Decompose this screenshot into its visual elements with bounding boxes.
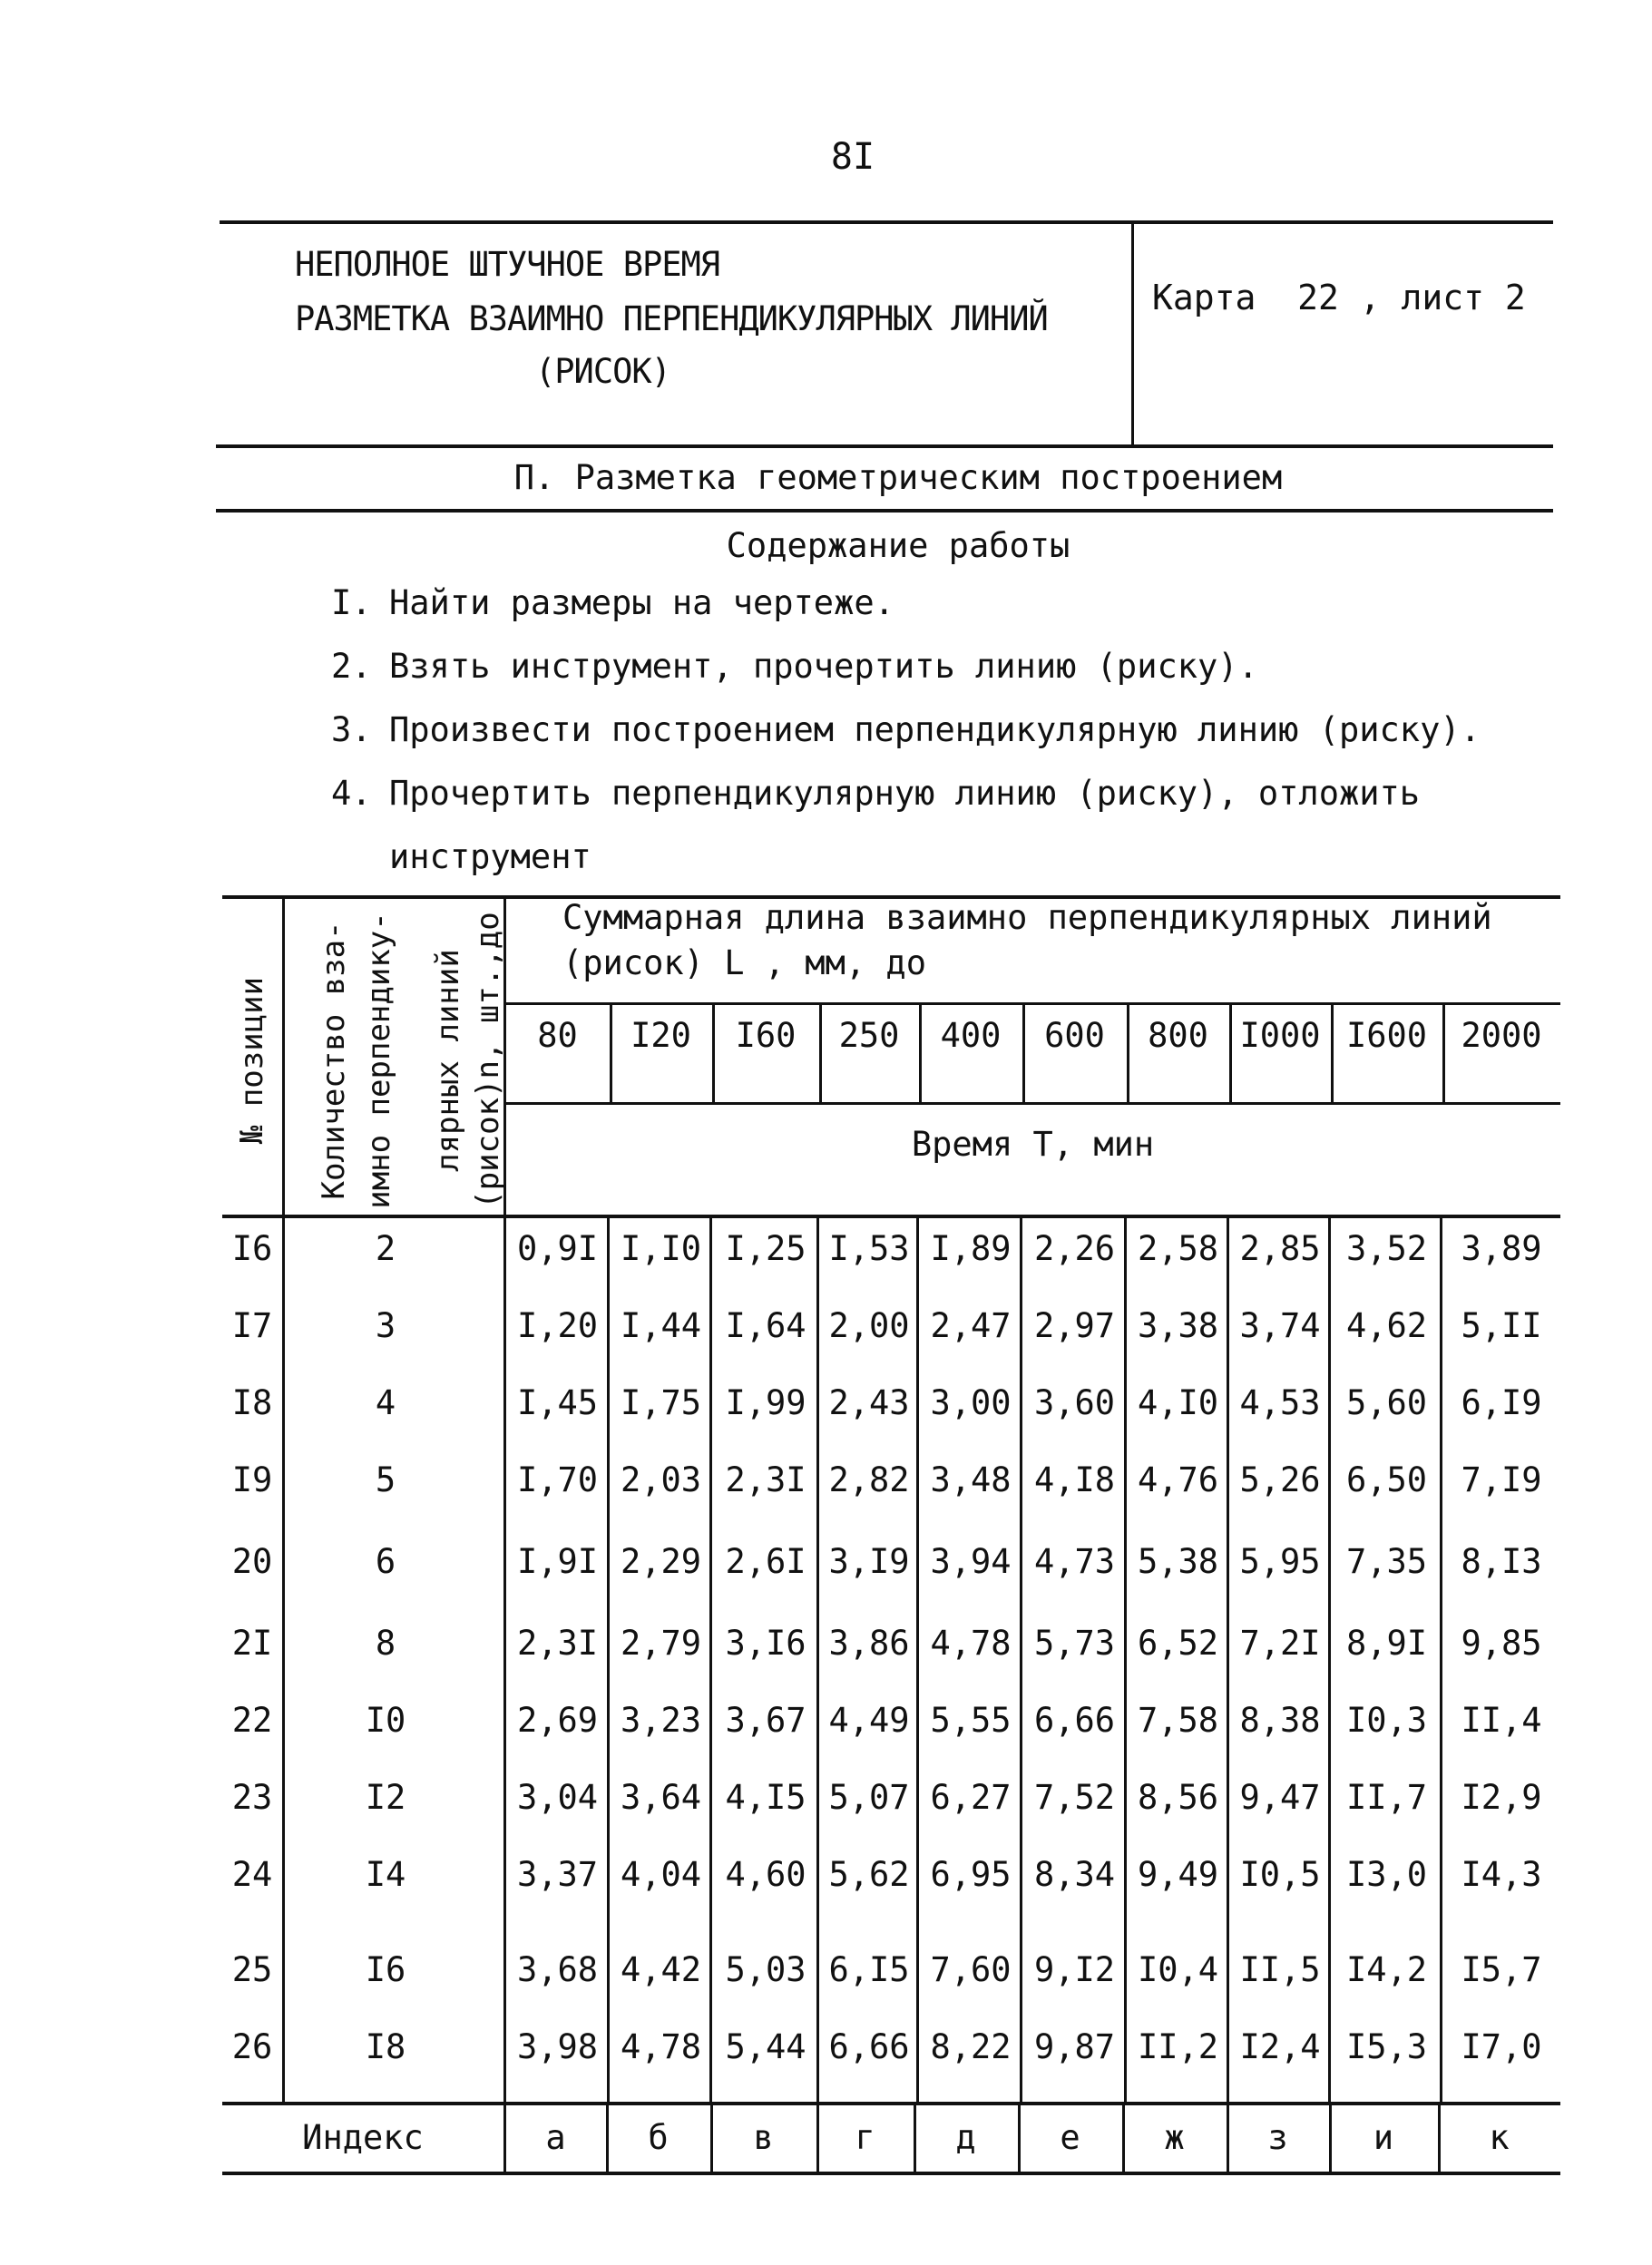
time-value: 3,I6 — [725, 1624, 806, 1663]
step-4 — [331, 774, 1420, 813]
time-value: I0,4 — [1137, 1950, 1219, 1989]
time-value: 3,89 — [1461, 1229, 1542, 1268]
line-count: I2 — [365, 1778, 406, 1817]
position-number: 23 — [231, 1778, 273, 1817]
index-letter: з — [1267, 2118, 1288, 2157]
time-value: 2,6I — [725, 1542, 806, 1581]
line-count: I4 — [365, 1855, 406, 1894]
time-label: Время Т, мин — [911, 1125, 1155, 1164]
step-1 — [331, 583, 894, 622]
time-value: 5,03 — [725, 1950, 806, 1989]
step-1-text: Найти размеры на чертеже. — [389, 583, 894, 622]
work-content-heading: Содержание работы — [726, 526, 1070, 565]
time-value: 3,48 — [930, 1460, 1012, 1499]
step-3 — [331, 710, 1481, 749]
column-header-count-line-3: лярных линий — [430, 949, 466, 1172]
length-value: 400 — [940, 1016, 1002, 1055]
length-value: I20 — [630, 1016, 691, 1055]
length-value: 800 — [1148, 1016, 1208, 1055]
step-2 — [331, 647, 1258, 686]
time-value: 3,37 — [516, 1855, 599, 1894]
time-value: I,20 — [516, 1306, 599, 1345]
time-value: 4,76 — [1137, 1460, 1219, 1499]
time-value: 2,85 — [1239, 1229, 1321, 1268]
col-divider-pos — [282, 895, 285, 2104]
index-letter: и — [1373, 2118, 1394, 2157]
index-letter: в — [753, 2118, 774, 2157]
position-number: I7 — [231, 1306, 273, 1345]
position-number: 22 — [231, 1701, 273, 1740]
line-count: 2 — [375, 1229, 396, 1268]
time-value: 5,95 — [1239, 1542, 1321, 1581]
time-value: I4,3 — [1461, 1855, 1542, 1894]
position-number: I9 — [231, 1460, 273, 1499]
time-value: 8,38 — [1239, 1701, 1321, 1740]
time-value: 2,58 — [1137, 1229, 1219, 1268]
time-value: 2,47 — [930, 1306, 1012, 1345]
length-values-rule — [505, 1102, 1560, 1105]
step-4-continuation: инструмент — [389, 837, 591, 876]
length-header-line-1: Суммарная длина взаимно перпендикулярных линий — [562, 898, 1492, 937]
time-value: 2,69 — [516, 1701, 599, 1740]
length-value: I000 — [1239, 1016, 1321, 1055]
position-number: 25 — [231, 1950, 273, 1989]
time-value: 2,79 — [620, 1624, 702, 1663]
time-value: I,99 — [725, 1383, 806, 1422]
time-value: II,5 — [1239, 1950, 1321, 1989]
index-letter: ж — [1164, 2118, 1185, 2157]
time-value: 4,62 — [1345, 1306, 1428, 1345]
line-count: 3 — [375, 1306, 396, 1345]
length-value: 600 — [1044, 1016, 1105, 1055]
position-number: 2I — [231, 1624, 273, 1663]
time-value: 7,60 — [930, 1950, 1012, 1989]
column-header-count-line-4: (рисок)n, шт.,до — [470, 912, 506, 1209]
length-header-line-2: (рисок) L , мм, до — [562, 943, 926, 982]
time-value: 4,60 — [725, 1855, 806, 1894]
index-label: Индекс — [302, 2118, 424, 2157]
time-value: I2,4 — [1239, 2027, 1321, 2066]
time-value: 7,2I — [1239, 1624, 1321, 1663]
line-count: I8 — [365, 2027, 406, 2066]
time-value: 8,56 — [1137, 1778, 1219, 1817]
time-value: 2,82 — [828, 1460, 910, 1499]
time-value: I0,5 — [1239, 1855, 1321, 1894]
time-value: 3,00 — [930, 1383, 1012, 1422]
index-top-rule — [222, 2102, 1560, 2105]
time-value: I,I0 — [620, 1229, 702, 1268]
time-value: 4,I8 — [1033, 1460, 1116, 1499]
time-value: I,64 — [725, 1306, 806, 1345]
time-value: 7,35 — [1345, 1542, 1428, 1581]
header-title-line-2: РАЗМЕТКА ВЗАИМНО ПЕРПЕНДИКУЛЯРНЫХ ЛИНИЙ — [295, 299, 1048, 338]
line-count: 5 — [375, 1460, 396, 1499]
time-value: 6,95 — [930, 1855, 1012, 1894]
page-number: 8I — [830, 136, 875, 178]
time-value: 0,9I — [516, 1229, 599, 1268]
time-value: 5,62 — [828, 1855, 910, 1894]
header-title-line-1: НЕПОЛНОЕ ШТУЧНОЕ ВРЕМЯ — [295, 245, 720, 284]
time-value: I,25 — [725, 1229, 806, 1268]
line-count: I6 — [365, 1950, 406, 1989]
time-value: 9,49 — [1137, 1855, 1219, 1894]
step-2-text: Взять инструмент, прочертить линию (риску). — [389, 647, 1258, 686]
line-count: 8 — [375, 1624, 396, 1663]
time-value: 5,44 — [725, 2027, 806, 2066]
header-bottom-rule — [216, 444, 1553, 448]
time-value: 3,23 — [620, 1701, 702, 1740]
time-value: 6,27 — [930, 1778, 1012, 1817]
time-value: 4,78 — [930, 1624, 1012, 1663]
time-value: 8,34 — [1033, 1855, 1116, 1894]
time-value: I0,3 — [1345, 1701, 1428, 1740]
step-3-number: 3. — [331, 710, 372, 749]
header-title-line-3: (РИСОК) — [535, 352, 670, 391]
time-value: 2,97 — [1033, 1306, 1116, 1345]
time-value: II,4 — [1461, 1701, 1542, 1740]
time-value: 3,04 — [516, 1778, 599, 1817]
index-letter: а — [545, 2118, 566, 2157]
time-value: 9,47 — [1239, 1778, 1321, 1817]
column-header-count-line-2: имно перпендику- — [361, 912, 397, 1209]
time-value: 9,I2 — [1033, 1950, 1116, 1989]
time-value: 8,I3 — [1461, 1542, 1542, 1581]
time-value: 9,85 — [1461, 1624, 1542, 1663]
index-letter: д — [955, 2118, 976, 2157]
time-value: 5,73 — [1033, 1624, 1116, 1663]
time-value: I,70 — [516, 1460, 599, 1499]
index-letter: к — [1489, 2118, 1510, 2157]
time-value: 5,60 — [1345, 1383, 1428, 1422]
time-value: 2,29 — [620, 1542, 702, 1581]
time-value: 5,55 — [930, 1701, 1012, 1740]
section-rule — [216, 509, 1553, 513]
time-value: 4,I5 — [725, 1778, 806, 1817]
line-count: 6 — [375, 1542, 396, 1581]
table-header-rule — [222, 1215, 1560, 1218]
step-2-number: 2. — [331, 647, 372, 686]
length-value: 250 — [838, 1016, 900, 1055]
position-number: 26 — [231, 2027, 273, 2066]
time-value: I,45 — [516, 1383, 599, 1422]
time-value: 3,74 — [1239, 1306, 1321, 1345]
time-value: 5,07 — [828, 1778, 910, 1817]
time-value: 6,52 — [1137, 1624, 1219, 1663]
time-value: 3,52 — [1345, 1229, 1428, 1268]
time-value: 6,I5 — [828, 1950, 910, 1989]
time-value: I,53 — [828, 1229, 910, 1268]
table-bottom-rule — [222, 2172, 1560, 2175]
time-value: I7,0 — [1461, 2027, 1542, 2066]
index-letter: г — [855, 2118, 875, 2157]
line-count: I0 — [365, 1701, 406, 1740]
time-value: 2,03 — [620, 1460, 702, 1499]
time-value: 3,98 — [516, 2027, 599, 2066]
step-3-text: Произвести построением перпендикулярную линию (риску). — [389, 710, 1481, 749]
time-value: 4,73 — [1033, 1542, 1116, 1581]
time-value: 3,67 — [725, 1701, 806, 1740]
length-value: I60 — [735, 1016, 797, 1055]
card-sheet-label: Карта 22 , лист 2 — [1152, 278, 1526, 317]
step-1-number: I. — [331, 583, 372, 622]
time-value: 2,43 — [828, 1383, 910, 1422]
time-value: 4,49 — [828, 1701, 910, 1740]
time-value: 8,9I — [1345, 1624, 1428, 1663]
time-value: I4,2 — [1345, 1950, 1428, 1989]
column-header-count-line-1: Количество вза- — [316, 921, 352, 1200]
header-divider — [1131, 220, 1134, 447]
position-number: 20 — [231, 1542, 273, 1581]
length-value: 2000 — [1461, 1016, 1542, 1055]
time-value: 4,78 — [620, 2027, 702, 2066]
time-value: I5,3 — [1345, 2027, 1428, 2066]
time-value: 5,26 — [1239, 1460, 1321, 1499]
line-count: 4 — [375, 1383, 396, 1422]
section-title: П. Разметка геометрическим построением — [513, 458, 1283, 497]
time-value: 6,50 — [1345, 1460, 1428, 1499]
time-value: 3,68 — [516, 1950, 599, 1989]
step-4-text: Прочертить перпендикулярную линию (риску), отложить — [389, 774, 1421, 813]
time-value: 3,38 — [1137, 1306, 1219, 1345]
time-value: II,7 — [1345, 1778, 1428, 1817]
time-value: 3,64 — [620, 1778, 702, 1817]
time-value: I,89 — [930, 1229, 1012, 1268]
time-value: 5,II — [1461, 1306, 1542, 1345]
length-header-rule — [505, 1002, 1560, 1005]
time-value: 3,94 — [930, 1542, 1012, 1581]
time-value: 2,00 — [828, 1306, 910, 1345]
time-value: 4,04 — [620, 1855, 702, 1894]
step-4-number: 4. — [331, 774, 372, 813]
time-value: 7,58 — [1137, 1701, 1219, 1740]
time-value: 6,66 — [828, 2027, 910, 2066]
time-value: I,44 — [620, 1306, 702, 1345]
time-value: I3,0 — [1345, 1855, 1428, 1894]
time-value: 2,3I — [725, 1460, 806, 1499]
time-value: 2,3I — [516, 1624, 599, 1663]
index-letter: б — [648, 2118, 669, 2157]
length-value: I600 — [1345, 1016, 1428, 1055]
time-value: I5,7 — [1461, 1950, 1542, 1989]
position-number: 24 — [231, 1855, 273, 1894]
time-value: 3,60 — [1033, 1383, 1116, 1422]
time-value: 7,I9 — [1461, 1460, 1542, 1499]
time-value: I,75 — [620, 1383, 702, 1422]
length-value: 80 — [537, 1016, 578, 1055]
time-value: 9,87 — [1033, 2027, 1116, 2066]
time-value: 5,38 — [1137, 1542, 1219, 1581]
time-value: 6,66 — [1033, 1701, 1116, 1740]
position-number: I6 — [231, 1229, 273, 1268]
time-value: 8,22 — [930, 2027, 1012, 2066]
time-value: 4,53 — [1239, 1383, 1321, 1422]
time-value: 7,52 — [1033, 1778, 1116, 1817]
time-value: 3,86 — [828, 1624, 910, 1663]
time-value: 4,42 — [620, 1950, 702, 1989]
time-value: 4,I0 — [1137, 1383, 1219, 1422]
time-value: I,9I — [516, 1542, 599, 1581]
header-top-rule — [220, 220, 1553, 224]
time-value: 3,I9 — [828, 1542, 910, 1581]
time-value: II,2 — [1137, 2027, 1219, 2066]
column-header-position: № позиции — [234, 976, 270, 1145]
time-value: 2,26 — [1033, 1229, 1116, 1268]
index-letter: е — [1060, 2118, 1080, 2157]
position-number: I8 — [231, 1383, 273, 1422]
time-value: 6,I9 — [1461, 1383, 1542, 1422]
time-value: I2,9 — [1461, 1778, 1542, 1817]
